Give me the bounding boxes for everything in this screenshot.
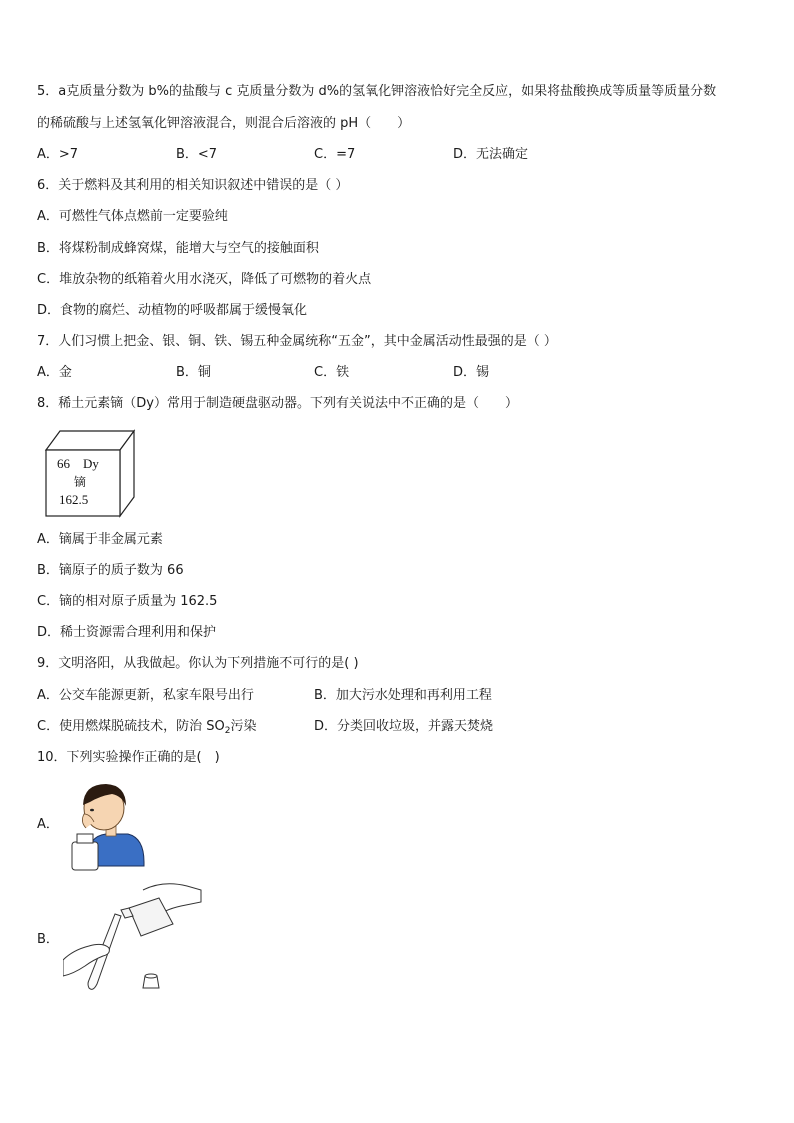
q7-option-a: A．金 <box>37 365 72 380</box>
q8-stem: 8．稀土元素镝（Dy）常用于制造硬盘驱动器。下列有关说法中不正确的是（ ） <box>37 396 518 411</box>
element-symbol: Dy <box>83 456 99 471</box>
q9-option-a: A．公交车能源更新，私家车限号出行 <box>37 688 254 703</box>
q7-option-d: D．锡 <box>453 365 490 380</box>
q7-option-b: B．铜 <box>176 365 211 380</box>
q7-stem: 7．人们习惯上把金、银、铜、铁、锡五种金属统称“五金”，其中金属活动性最强的是（ ） <box>37 334 557 349</box>
q5-option-b: B．<7 <box>176 147 218 162</box>
q10-option-b-label: B． <box>37 932 59 947</box>
element-name: 镝 <box>74 475 87 489</box>
pouring-liquid-illustration <box>63 880 203 1000</box>
q5-stem-line1: 5．a克质量分数为 b%的盐酸与 c 克质量分数为 d%的氢氧化钾溶液恰好完全反应，如果将盐酸换成等质量等质量分数 <box>37 84 717 99</box>
q8-option-b: B．镝原子的质子数为 66 <box>37 563 184 578</box>
q10-stem: 10．下列实验操作正确的是( ) <box>37 750 220 765</box>
q6-option-d: D．食物的腐烂、动植物的呼吸都属于缓慢氧化 <box>37 303 308 318</box>
q8-option-c: C．镝的相对原子质量为 162.5 <box>37 594 218 609</box>
q9-option-c: C．使用燃煤脱硫技术，防治 $SO_2$污染 <box>37 719 257 736</box>
q8-option-a: A．镝属于非金属元素 <box>37 532 163 547</box>
q10-option-a-label: A． <box>37 817 59 832</box>
q6-option-a: A．可燃性气体点燃前一定要验纯 <box>37 209 228 224</box>
q5-stem-line2: 的稀硫酸与上述氢氧化钾溶液混合，则混合后溶液的 pH（ ） <box>37 116 411 131</box>
element-atomic-mass: 162.5 <box>59 492 89 507</box>
q9-option-b: B．加大污水处理和再利用工程 <box>314 688 492 703</box>
smelling-gas-illustration <box>66 780 148 876</box>
q5-option-a: A．>7 <box>37 147 79 162</box>
q7-option-c: C．铁 <box>314 365 350 380</box>
q9-stem: 9．文明洛阳，从我做起。你认为下列措施不可行的是( ) <box>37 656 359 671</box>
q5-option-d: D．无法确定 <box>453 147 529 162</box>
element-cell-diagram <box>38 429 136 523</box>
q6-stem: 6．关于燃料及其利用的相关知识叙述中错误的是（ ） <box>37 178 349 193</box>
element-atomic-number: 66 <box>57 456 70 471</box>
q6-option-c: C．堆放杂物的纸箱着火用水浇灭，降低了可燃物的着火点 <box>37 272 372 287</box>
q9-option-d: D．分类回收垃圾，并露天焚烧 <box>314 719 494 734</box>
q8-option-d: D．稀士资源需合理利用和保护 <box>37 625 217 640</box>
q6-option-b: B．将煤粉制成蜂窝煤，能增大与空气的接触面积 <box>37 241 319 256</box>
q5-option-c: C．=7 <box>314 147 356 162</box>
